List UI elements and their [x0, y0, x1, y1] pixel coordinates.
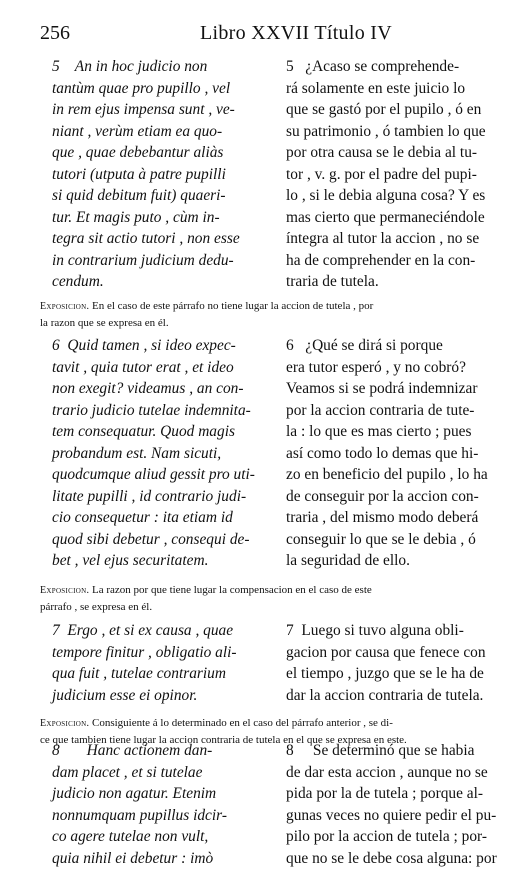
spanish-paragraph-6: 6 ¿Qué se dirá si porque era tutor esperó , y no cobró? Veamos si se podrá indemnizar por la accion contraria de tute- la : lo que es mas cierto ; pues así como todo lo demas que hi- zo en beneficio del pupilo , lo ha de conseguir por la accion con- traria , del mismo modo deberá conseguir lo que se le debia , ó la seguridad de ello.: [286, 337, 488, 569]
latin-paragraph-6: 6 Quid tamen , si ideo expec- tavit , quia tutor erat , et ideo non exegit? videamus , an con- trario judicio tutelae indemnita- tem consequatur. Quod magis probandum est. Nam sicuti, quodcumque aliud gessit pro uti- litate pupilli , id contrario judi- cio consequetur : ita etiam id quod sibi debetur , consequi de- bet , vel ejus securitatem.: [52, 337, 255, 569]
page-header: [40, 22, 500, 52]
exposition-6: [40, 582, 508, 615]
exposition-text: Consiguiente á lo determinado en el caso del párrafo anterior , se di- ce que tambien tiene lugar la accion contraria de tutela en el que se expresa en este.: [40, 717, 407, 746]
spanish-paragraph-5: 5 ¿Acaso se comprehende- rá solamente en este juicio lo que se gastó por el pupilo , ó en su patrimonio , ó tambien lo que por otra causa se le debia al tu- tor , v. g. por el padre del pupi- lo , si le debia alguna cosa? Y es mas cierto que permaneciéndole íntegra al tutor la accion , no se ha de comprehender en la con- traria de tutela.: [286, 58, 486, 290]
exposition-text: En el caso de este párrafo no tiene lugar la accion de tutela , por la razon que se expresa en él.: [40, 300, 374, 329]
exposition-label: Exposicion.: [40, 585, 90, 596]
spanish-paragraph-8: 8 Se determinó que se habia de dar esta accion , aunque no se pida por la de tutela ; porque al- gunas veces no quiere pedir el pu- pilo por la accion de tutela ; por- que no se le debe cosa alguna: por: [286, 742, 497, 867]
running-title: Libro XXVII Título IV: [200, 22, 393, 44]
latin-paragraph-5: 5 An in hoc judicio non tantùm quae pro pupillo , vel in rem ejus impensa sunt , ve- niant , verùm etiam ea quo- que , quae debebantur aliàs tutori (utputa à patre pupilli si quid debitum fuit) quaeri- tur. Et magis puto , cùm in- tegra sit actio tutori , non esse in contrarium judicium dedu- cendum.: [52, 58, 240, 290]
exposition-label: Exposicion.: [40, 718, 90, 729]
exposition-text: La razon por que tiene lugar la compensacion en el caso de este párrafo , se expresa en él.: [40, 584, 372, 613]
page-number: 256: [40, 22, 70, 44]
exposition-label: Exposicion.: [40, 301, 90, 312]
exposition-5: [40, 298, 508, 331]
latin-paragraph-7: 7 Ergo , et si ex causa , quae tempore finitur , obligatio ali- qua fuit , tutelae contrarium judicium esse ei opinor.: [52, 622, 237, 704]
latin-paragraph-8: 8 Hanc actionem dan- dam placet , et si tutelae judicio non agatur. Etenim nonnumquam pupillus idcir- co agere tutelae non vult, quia nihil ei debetur : imò: [52, 742, 227, 867]
spanish-paragraph-7: 7 Luego si tuvo alguna obli- gacion por causa que fenece con el tiempo , juzgo que se le ha de dar la accion contraria de tutela.: [286, 622, 486, 704]
